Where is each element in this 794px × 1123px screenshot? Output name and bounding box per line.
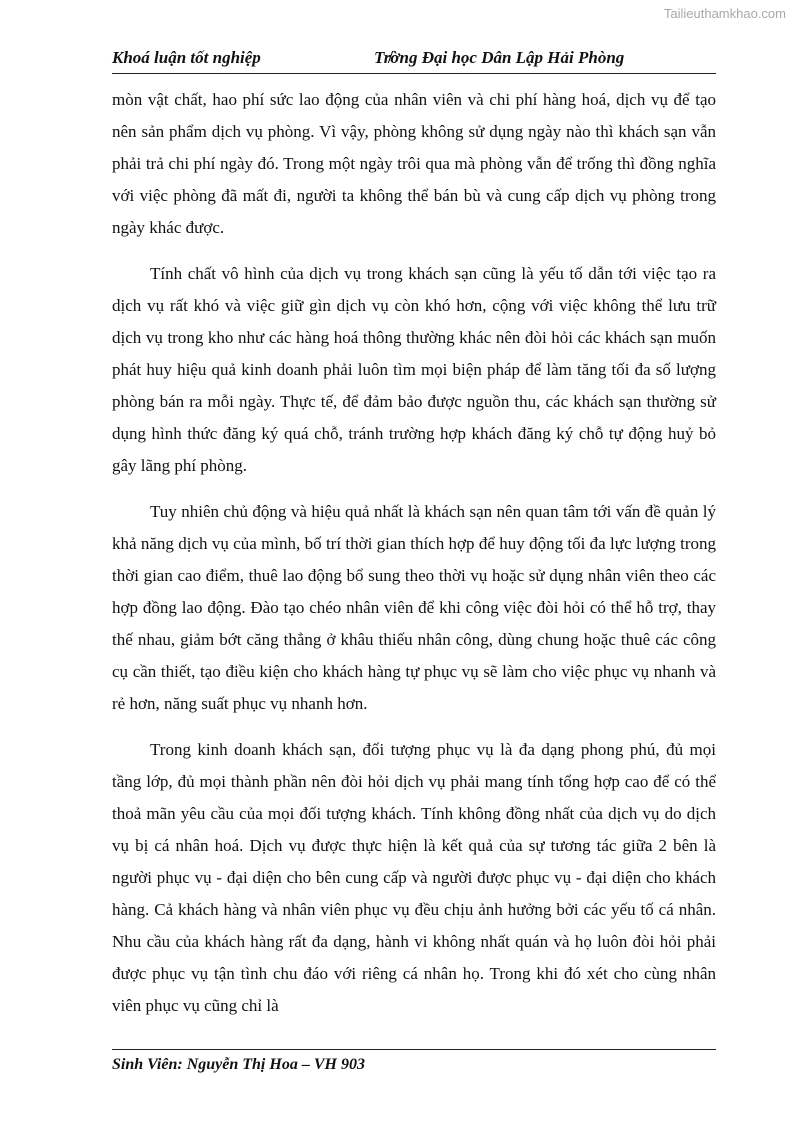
document-body [112,84,716,1022]
header-university-name: Tr̸ờng Đại học Dân Lập Hải Phòng [374,48,625,67]
watermark: Tailieuthamkhao.com [663,6,786,21]
paragraph-2: Tính chất vô hình của dịch vụ trong khách sạn cũng là yếu tố dẫn tới việc tạo ra dịch vụ rất khó và việc giữ gìn dịch vụ còn khó hơn, cộng với việc không thể lưu trữ dịch vụ trong kho như các hàng hoá thông thường khác nên đòi hỏi các khách sạn muốn phát huy hiệu quả kinh doanh phải luôn tìm mọi biện pháp để làm tăng tối đa số lượng phòng bán ra mỗi ngày. Thực tế, để đảm bảo được nguồn thu, các khách sạn thường sử dụng hình thức đăng ký quá chỗ, tránh trường hợp khách đăng ký chỗ tự động huỷ bỏ gây lãng phí phòng. [112,264,716,475]
paragraph-1: mòn vật chất, hao phí sức lao động của nhân viên và chi phí hàng hoá, dịch vụ để tạo nên sản phẩm dịch vụ phòng. Vì vậy, phòng không sử dụng ngày nào thì khách sạn vẫn phải trả chi phí ngày đó. Trong một ngày trôi qua mà phòng vẫn để trống thì đồng nghĩa với việc phòng đã mất đi, người ta không thể bán bù và cung cấp dịch vụ phòng trong ngày khác được. [112,90,716,237]
header-thesis-label: Khoá luận tốt nghiệp [112,48,261,67]
page-header [112,48,716,70]
header-divider [112,73,716,74]
footer-divider [112,1049,716,1050]
paragraph-4: Trong kinh doanh khách sạn, đối tượng phục vụ là đa dạng phong phú, đủ mọi tầng lớp, đủ mọi thành phần nên đòi hỏi dịch vụ phải mang tính tổng hợp cao để có thể thoả mãn yêu cầu của mọi đối tượng khách. Tính không đồng nhất của dịch vụ do dịch vụ bị cá nhân hoá. Dịch vụ được thực hiện là kết quả của sự tương tác giữa 2 bên là người phục vụ - đại diện cho bên cung cấp và người được phục vụ - đại diện cho khách hàng. Cả khách hàng và nhân viên phục vụ đều chịu ảnh hưởng bởi các yếu tố cá nhân. Nhu cầu của khách hàng rất đa dạng, hành vi không nhất quán và họ luôn đòi hỏi phải được phục vụ tận tình chu đáo với riêng cá nhân họ. Trong khi đó xét cho cùng nhân viên phục vụ cũng chỉ là [112,740,716,1015]
page-footer-author: Sinh Viên: Nguyễn Thị Hoa – VH 903 [112,1056,365,1073]
paragraph-3: Tuy nhiên chủ động và hiệu quả nhất là khách sạn nên quan tâm tới vấn đề quản lý khả năng dịch vụ của mình, bố trí thời gian thích hợp để huy động tối đa lực lượng trong thời gian cao điểm, thuê lao động bổ sung theo thời vụ hoặc sử dụng nhân viên theo các hợp đồng lao động. Đào tạo chéo nhân viên để khi công việc đòi hỏi có thể hỗ trợ, thay thế nhau, giảm bớt căng thẳng ở khâu thiếu nhân công, dùng chung hoặc thuê các công cụ cần thiết, tạo điều kiện cho khách hàng tự phục vụ sẽ làm cho việc phục vụ nhanh và rẻ hơn, năng suất phục vụ nhanh hơn. [112,502,716,713]
